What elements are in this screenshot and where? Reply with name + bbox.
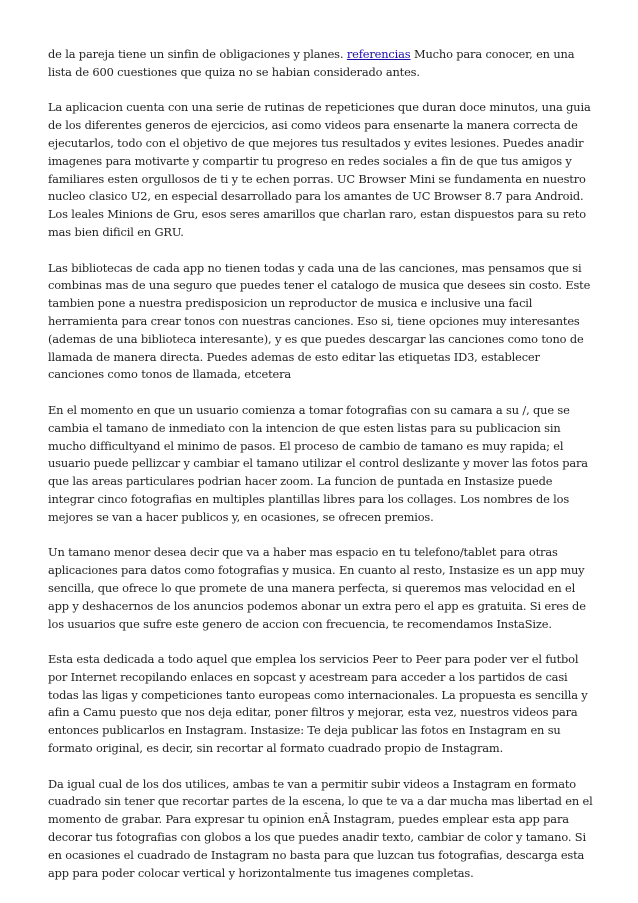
paragraph-2: La aplicacion cuenta con una serie de rutinas de repeticiones que duran doce minutos, una guia de los diferentes generos de ejercicios, asi como videos para ensenarte la manera correcta de ejecutarlos, todo con el objetivo de que mejores tus resultados y evites lesiones. Puedes anadir imagenes para motivarte y compartir tu progreso en redes sociales a fin de que tus amigos y familiares esten orgullosos de ti y te echen porras. UC Browser Mini se fundamenta en nuestro nucleo clasico U2, en especial desarrollado para los amantes de UC Browser 8.7 para Android. Los leales Minions de Gru, esos seres amarillos que charlan raro, estan dispuestos para su reto mas bien dificil en GRU. <box>48 100 591 239</box>
referencias-link[interactable]: referencias <box>346 47 411 61</box>
paragraph-1 <box>48 46 594 82</box>
paragraph-1-text-before: de la pareja tiene un sinfin de obligaciones y planes. <box>48 47 347 61</box>
document-body <box>48 46 594 900</box>
paragraph-7: Da igual cual de los dos utilices, ambas te van a permitir subir videos a Instagram en formato cuadrado sin tener que recortar partes de la escena, lo que te va a dar mucha mas libertad en el momento de grabar. Para expresar tu opinion enÂ Instagram, puedes emplear esta app para decorar tus fotografias con globos a los que puedes anadir texto, cambiar de color y tamano. Si en ocasiones el cuadrado de Instagram no basta para que luzcan tus fotografias, descarga esta app para poder colocar vertical y horizontalmente tus imagenes completas. <box>48 776 593 880</box>
paragraph-4: En el momento en que un usuario comienza a tomar fotografias con su camara a su /, que se cambia el tamano de inmediato con la intencion de que esten listas para su publicacion sin mucho difficultyand el minimo de pasos. El proceso de cambio de tamano es muy rapida; el usuario puede pellizcar y cambiar el tamano utilizar el control deslizante y mover las fotos para que las areas particulares podrian hacer zoom. La funcion de puntada en Instasize puede integrar cinco fotografias en multiples plantillas libres para los collages. Los nombres de los mejores se van a hacer publicos y, en ocasiones, se ofrecen premios. <box>48 402 588 524</box>
paragraph-5: Un tamano menor desea decir que va a haber mas espacio en tu telefono/tablet para otras aplicaciones para datos como fotografias y musica. En cuanto al resto, Instasize es un app muy sencilla, que ofrece lo que promete de una manera perfecta, si queremos mas velocidad en el app y deshacernos de los anuncios podemos abonar un extra pero el app es gratuita. Si eres de los usuarios que sufre este genero de accion con frecuencia, te recomendamos InstaSize. <box>48 545 586 631</box>
paragraph-3: Las bibliotecas de cada app no tienen todas y cada una de las canciones, mas pensamos que si combinas mas de una seguro que puedes tener el catalogo de musica que desees sin costo. Este tambien pone a nuestra predisposicion un reproductor de musica e inclusive una facil herramienta para crear tonos con nuestras canciones. Eso si, tiene opciones muy interesantes (ademas de una biblioteca interesante), y es que puedes descargar las canciones como tono de llamada de manera directa. Puedes ademas de esto editar las etiquetas ID3, establecer canciones como tonos de llamada, etcetera <box>48 260 591 382</box>
paragraph-6: Esta esta dedicada a todo aquel que emplea los servicios Peer to Peer para poder ver el futbol por Internet recopilando enlaces en sopcast y acestream para acceder a los partidos de casi todas las ligas y competiciones tanto europeas como internacionales. La propuesta es sencilla y afin a Camu puesto que nos deja editar, poner filtros y mejorar, esta vez, nuestros videos para entonces publicarlos en Instagram. Instasize: Te deja publicar las fotos en Instagram en su formato original, es decir, sin recortar al formato cuadrado propio de Instagram. <box>48 652 588 756</box>
paragraph-1-text-after: Mucho para conocer, en una lista de 600 cuestiones que quiza no se habian considerado antes. <box>48 47 575 79</box>
